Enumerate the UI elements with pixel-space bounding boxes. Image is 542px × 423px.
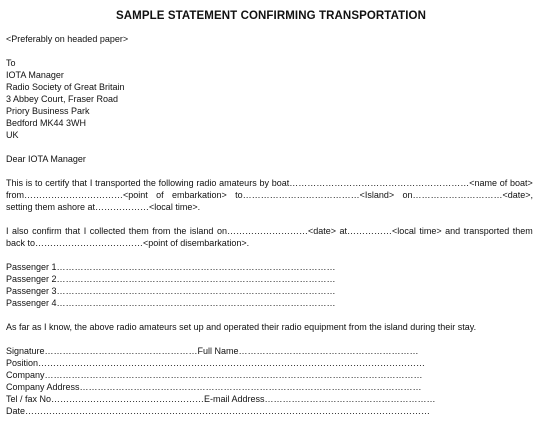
- word: to…………………………………<Island>: [235, 190, 395, 200]
- word: radio: [196, 178, 217, 188]
- paragraph-1-line-3: setting them ashore at………………<local time>.: [6, 202, 201, 212]
- tel-fax-email-field: Tel / fax No……………………………………………E-mail Address…………………………………………………: [6, 394, 436, 404]
- salutation: Dear IOTA Manager: [6, 154, 86, 164]
- word: island: [189, 226, 214, 236]
- passenger-4-field: Passenger 4…………………………………………………………………………………: [6, 298, 336, 308]
- paragraph-1-line-1: [6, 177, 533, 189]
- word: that: [72, 178, 88, 188]
- passenger-2-field: Passenger 2…………………………………………………………………………………: [6, 274, 336, 284]
- headed-paper-note: <Preferably on headed paper>: [6, 34, 129, 44]
- paragraph-2-line-2: back to………………………………<point of disembarkation>.: [6, 238, 250, 248]
- word: time>: [419, 226, 442, 236]
- address-line: To: [6, 58, 16, 68]
- address-line: IOTA Manager: [6, 70, 64, 80]
- word: and: [445, 226, 461, 236]
- passenger-1-field: Passenger 1…………………………………………………………………………………: [6, 262, 336, 272]
- paragraph-2-line-1: [6, 225, 533, 237]
- word: boat……………………………………………………<name: [271, 178, 498, 188]
- signature-field: Signature……………………………………………Full Name……………………………………………………: [6, 346, 419, 356]
- document-title: SAMPLE STATEMENT CONFIRMING TRANSPORTATION: [116, 10, 426, 22]
- word: collected: [89, 226, 126, 236]
- word: I: [83, 226, 87, 236]
- word: that: [65, 226, 81, 236]
- company-address-field: Company Address……………………………………………………………………………………………………: [6, 382, 422, 392]
- word: also: [12, 226, 29, 236]
- address-line: 3 Abbey Court, Fraser Road: [6, 94, 119, 104]
- paragraph-3: As far as I know, the above radio amateurs set up and operated their radio equipment from the island during their stay.: [6, 322, 477, 332]
- word: I: [89, 178, 93, 188]
- word: boat>: [510, 178, 533, 188]
- word: This: [6, 178, 24, 188]
- word: at……………<local: [339, 226, 416, 236]
- passenger-3-field: Passenger 3…………………………………………………………………………………: [6, 286, 336, 296]
- word: from: [152, 226, 171, 236]
- word: the: [173, 226, 187, 236]
- address-line: Priory Business Park: [6, 106, 90, 116]
- address-line: Bedford MK44 3WH: [6, 118, 87, 128]
- word: certify: [45, 178, 70, 188]
- word: transported: [95, 178, 141, 188]
- word: them: [512, 226, 533, 236]
- word: on………………………<date>: [216, 226, 337, 236]
- word: the: [143, 178, 156, 188]
- date-field: Date………………………………………………………………………………………………………………………: [6, 406, 431, 416]
- paragraph-1-line-2: [6, 189, 533, 201]
- company-field: Company………………………………………………………………………………………………………………: [6, 370, 423, 380]
- word: is: [25, 178, 33, 188]
- word: on…………………………<date>,: [402, 190, 533, 200]
- word: by: [259, 178, 269, 188]
- word: from……………………………<point: [6, 190, 148, 200]
- word: them: [128, 226, 149, 236]
- word: to: [35, 178, 43, 188]
- word: of: [499, 178, 508, 188]
- word: following: [158, 178, 194, 188]
- word: confirm: [32, 226, 62, 236]
- position-field: Position…………………………………………………………………………………………………………………: [6, 358, 426, 368]
- word: transported: [463, 226, 510, 236]
- address-line: UK: [6, 130, 19, 140]
- word: embarkation>: [171, 190, 227, 200]
- word: amateurs: [219, 178, 257, 188]
- address-line: Radio Society of Great Britain: [6, 82, 125, 92]
- word: of: [156, 190, 164, 200]
- word: I: [6, 226, 9, 236]
